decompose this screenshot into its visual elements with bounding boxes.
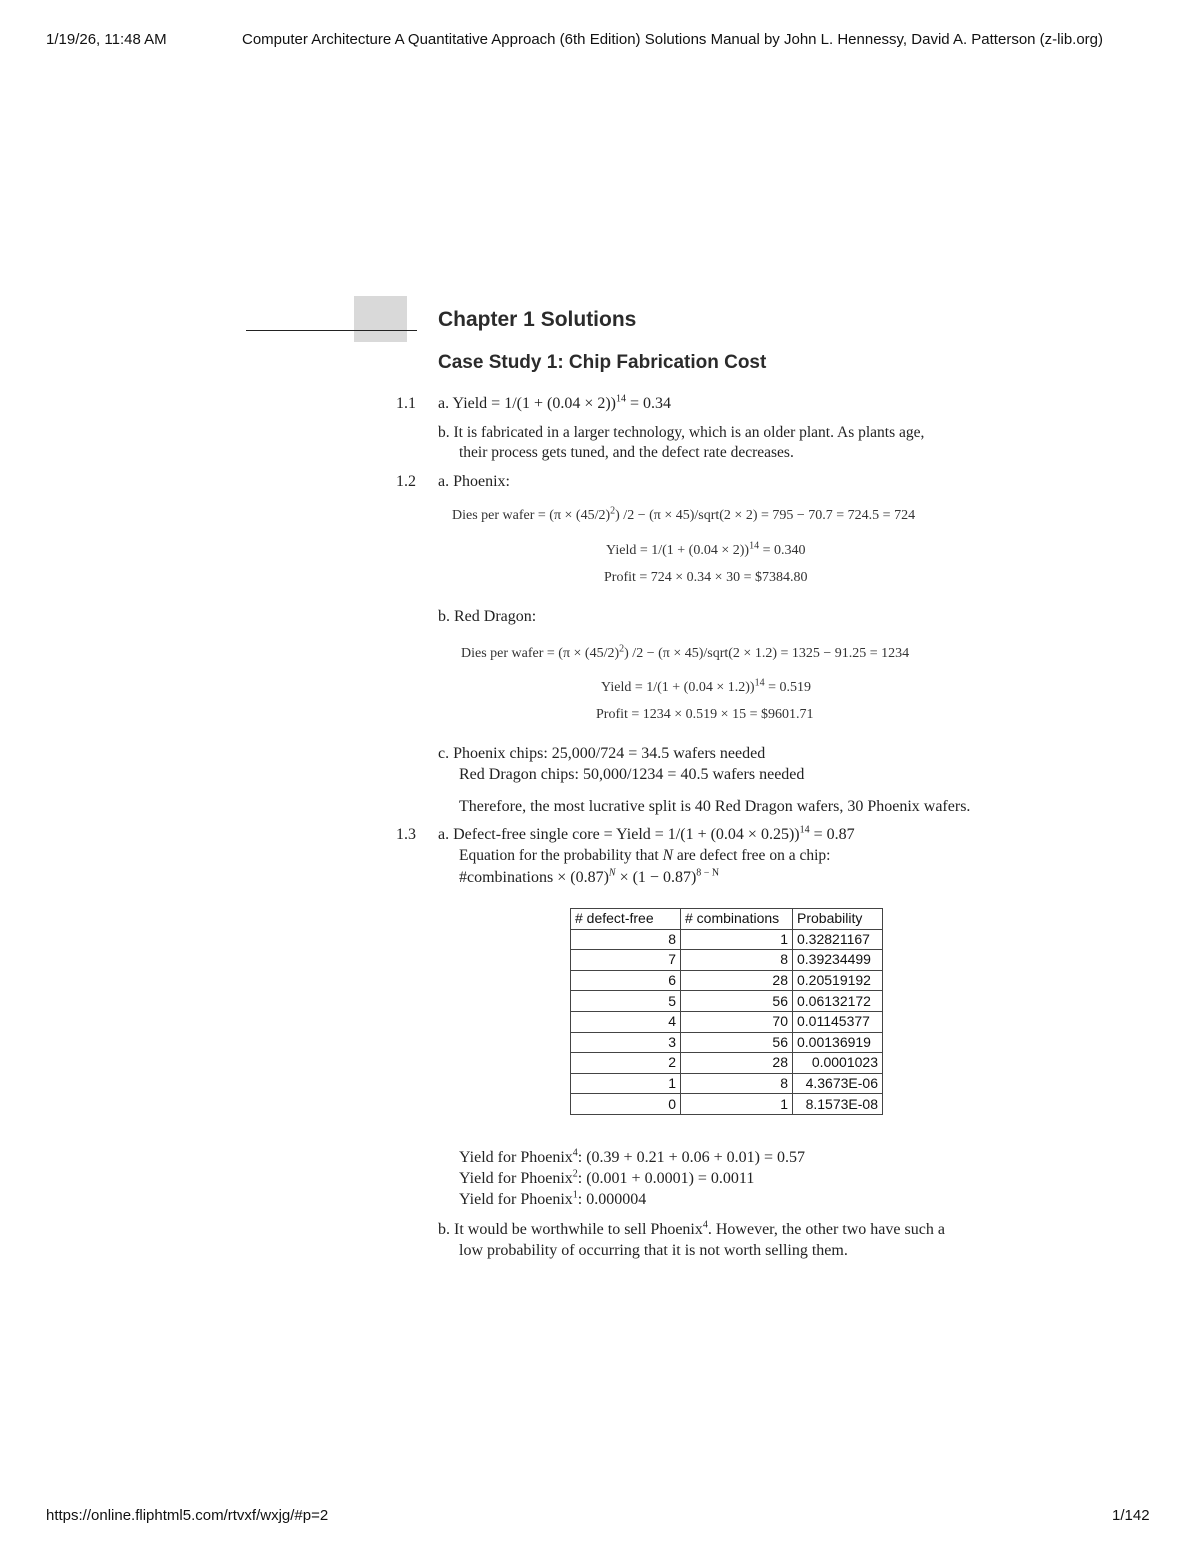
table-cell: 8.1573E-08	[793, 1094, 883, 1115]
equation-text: Yield for Phoenix	[459, 1149, 573, 1166]
exponent: 2	[619, 643, 625, 655]
item-text: Red Dragon:	[454, 608, 537, 625]
table-cell: 0.06132172	[793, 991, 883, 1012]
red-dragon-dies-per-wafer	[461, 643, 910, 662]
item-label: b.	[438, 1221, 450, 1238]
table-cell: 8	[681, 1073, 793, 1094]
print-datetime: 1/19/26, 11:48 AM	[46, 31, 167, 48]
red-dragon-yield	[601, 677, 811, 696]
paragraph-text: Equation for the probability that	[459, 847, 663, 864]
table-cell: 70	[681, 1011, 793, 1032]
q1-2-a	[438, 473, 510, 491]
q1-3-a	[438, 826, 855, 844]
table-cell: 0.01145377	[793, 1011, 883, 1032]
chapter-title: Chapter 1 Solutions	[438, 308, 637, 331]
table-cell: 4.3673E-06	[793, 1073, 883, 1094]
table-cell: 1	[681, 929, 793, 950]
table-cell: 28	[681, 970, 793, 991]
exponent: 14	[616, 393, 627, 405]
table-row	[571, 991, 883, 1012]
equation-text: Yield = 1/(1 + (0.04 × 2))	[606, 543, 750, 558]
exponent: 4	[572, 1147, 578, 1159]
phoenix-profit: Profit = 724 × 0.34 × 30 = $7384.80	[604, 570, 808, 585]
equation-result: : 0.000004	[577, 1191, 647, 1208]
question-number-1-2: 1.2	[396, 473, 416, 490]
equation-result: = 0.87	[809, 826, 855, 843]
equation-text: Dies per wafer = (π × (45/2)	[461, 646, 620, 661]
table-row	[571, 929, 883, 950]
table-header-row	[571, 909, 883, 930]
q1-3-b	[438, 1221, 945, 1239]
phoenix-dies-per-wafer	[452, 505, 916, 524]
table-cell: 2	[571, 1053, 681, 1074]
table-cell: 0.20519192	[793, 970, 883, 991]
equation-text: Yield for Phoenix	[459, 1191, 573, 1208]
item-label: a.	[438, 473, 450, 490]
column-header: Probability	[793, 909, 883, 930]
case-study-title: Case Study 1: Chip Fabrication Cost	[438, 352, 767, 373]
equation-result: = 0.519	[764, 680, 811, 695]
equation-text: Yield = 1/(1 + (0.04 × 2))	[452, 395, 617, 412]
exponent: 8 − N	[696, 867, 720, 879]
table-row	[571, 1011, 883, 1032]
table-cell: 56	[681, 991, 793, 1012]
table-cell: 5	[571, 991, 681, 1012]
equation-text: Yield for Phoenix	[459, 1170, 573, 1187]
table-cell: 3	[571, 1032, 681, 1053]
print-page-counter: 1/142	[1112, 1507, 1150, 1524]
item-label: c.	[438, 745, 450, 762]
table-cell: 1	[681, 1094, 793, 1115]
table-cell: 56	[681, 1032, 793, 1053]
paragraph-line: It is fabricated in a larger technology, which is an older plant. As plants age,	[453, 424, 925, 441]
item-label: a.	[438, 826, 450, 843]
table-cell: 7	[571, 950, 681, 971]
equation-text: ) /2 − (π × 45)/sqrt(2 × 2) = 795 − 70.7 = 724.5 = 724	[615, 508, 916, 523]
paragraph-line: Phoenix chips: 25,000/724 = 34.5 wafers needed	[453, 745, 766, 762]
table-cell: 28	[681, 1053, 793, 1074]
q1-1-a	[438, 395, 671, 413]
q1-1-b	[438, 424, 924, 442]
table-row	[571, 1073, 883, 1094]
paragraph-line: their process gets tuned, and the defect rate decreases.	[459, 444, 794, 461]
variable-n: N	[662, 847, 673, 864]
exponent: 14	[799, 824, 810, 836]
exponent: 14	[754, 677, 765, 689]
equation-text: #combinations × (0.87)	[459, 869, 609, 886]
item-label: b.	[438, 424, 450, 441]
item-label: a.	[438, 395, 450, 412]
equation-result: : (0.001 + 0.0001) = 0.0011	[577, 1170, 755, 1187]
question-number-1-3: 1.3	[396, 826, 416, 843]
table-cell: 4	[571, 1011, 681, 1032]
table-row	[571, 1053, 883, 1074]
table-cell: 8	[681, 950, 793, 971]
question-number-1-1: 1.1	[396, 395, 416, 412]
table-cell: 0.39234499	[793, 950, 883, 971]
table-row	[571, 1094, 883, 1115]
chapter-tab-decoration	[354, 296, 407, 342]
equation-text: ) /2 − (π × 45)/sqrt(2 × 1.2) = 1325 − 91.25 = 1234	[624, 646, 910, 661]
table-row	[571, 950, 883, 971]
defect-free-probability-table	[570, 908, 883, 1115]
exponent: 2	[572, 1168, 578, 1180]
exponent: 2	[610, 505, 616, 517]
column-header: # defect-free	[571, 909, 681, 930]
equation-result: = 0.34	[626, 395, 672, 412]
table-cell: 1	[571, 1073, 681, 1094]
phoenix-yield	[606, 540, 806, 559]
equation-text: Yield = 1/(1 + (0.04 × 1.2))	[601, 680, 755, 695]
print-doc-title: Computer Architecture A Quantitative Approach (6th Edition) Solutions Manual by John L. Hennessy, David A. Patterson (z-lib.org)	[242, 31, 1104, 48]
paragraph-text: . However, the other two have such a	[707, 1221, 945, 1238]
exponent: 14	[749, 540, 760, 552]
q1-2-b	[438, 608, 536, 626]
table-cell: 0.00136919	[793, 1032, 883, 1053]
table-cell: 0	[571, 1094, 681, 1115]
exponent: 1	[572, 1189, 578, 1201]
print-url: https://online.fliphtml5.com/rtvxf/wxjg/#p=2	[46, 1507, 329, 1524]
chapter-rule	[246, 330, 417, 331]
red-dragon-profit: Profit = 1234 × 0.519 × 15 = $9601.71	[596, 707, 814, 722]
q1-2-c	[438, 745, 765, 763]
yield-phoenix-1	[459, 1191, 646, 1209]
table-cell: 6	[571, 970, 681, 991]
equation-text: Dies per wafer = (π × (45/2)	[452, 508, 611, 523]
equation-result: : (0.39 + 0.21 + 0.06 + 0.01) = 0.57	[577, 1149, 805, 1166]
equation-text: Defect-free single core = Yield = 1/(1 + (0.04 × 0.25))	[453, 826, 800, 843]
column-header: # combinations	[681, 909, 793, 930]
table-cell: 0.32821167	[793, 929, 883, 950]
table-row	[571, 1032, 883, 1053]
yield-phoenix-2	[459, 1170, 754, 1188]
table-row	[571, 970, 883, 991]
q1-3-combination-formula	[459, 869, 719, 887]
exponent: N	[608, 867, 616, 879]
table-cell: 0.0001023	[793, 1053, 883, 1074]
paragraph-text: It would be worthwhile to sell Phoenix	[454, 1221, 703, 1238]
yield-phoenix-4	[459, 1149, 805, 1167]
item-label: b.	[438, 608, 450, 625]
paragraph-text: are defect free on a chip:	[672, 847, 831, 864]
paragraph-line: low probability of occurring that it is not worth selling them.	[459, 1242, 848, 1259]
item-text: Phoenix:	[453, 473, 510, 490]
exponent: 4	[702, 1219, 708, 1231]
equation-text: × (1 − 0.87)	[615, 869, 697, 886]
paragraph-line: Therefore, the most lucrative split is 40 Red Dragon wafers, 30 Phoenix wafers.	[459, 798, 971, 815]
q1-3-equation-intro	[459, 847, 830, 865]
equation-result: = 0.340	[759, 543, 806, 558]
table-cell: 8	[571, 929, 681, 950]
paragraph-line: Red Dragon chips: 50,000/1234 = 40.5 wafers needed	[459, 766, 805, 783]
